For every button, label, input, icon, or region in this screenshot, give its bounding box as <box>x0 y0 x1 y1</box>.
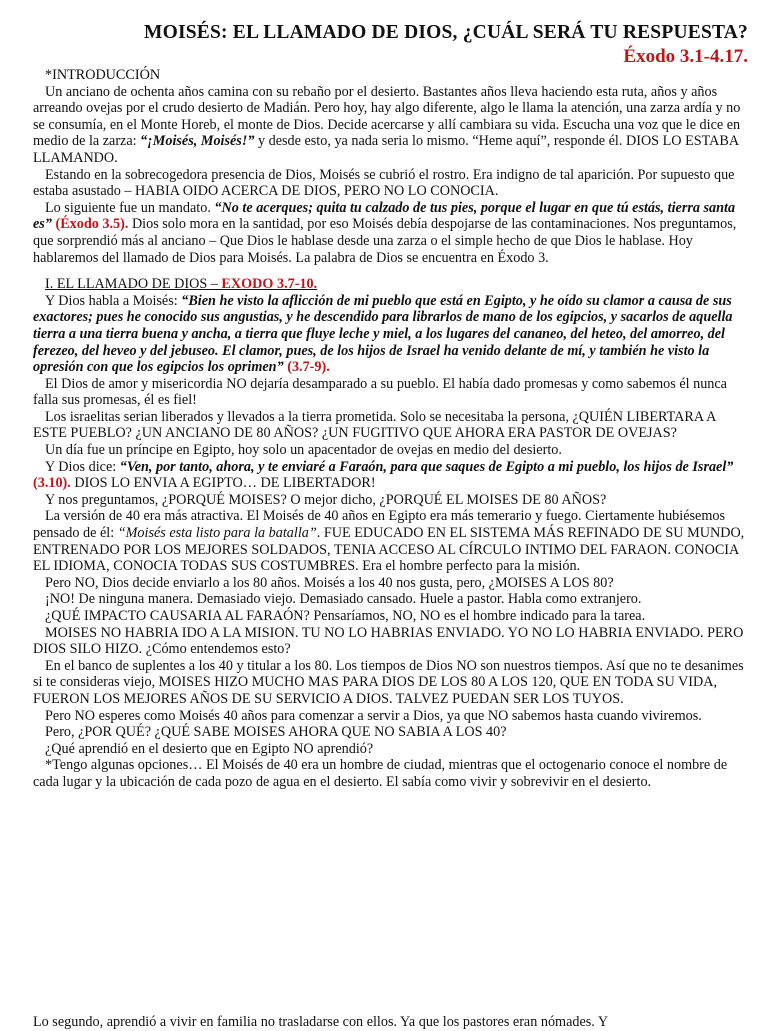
quote-run: “Bien he visto la aflicción de mi pueblo que está en Egipto, y he oído su clamor a causa de sus exactores; pues he conocido sus angustias, y he descendido para librarlos de mano de los egipcios, y sacarlos de aquella tierra a una tierra buena y ancha, a tierra que fluye leche y miel, a los lugares del cananeo, del heteo, del amorreo, del ferezeo, del heveo y del jebuseo. El clamor, pues, de los hijos de Israel ha venido delante de mí, y también he visto la opresión con que los egipcios los oprimen” <box>33 292 733 376</box>
section-1-paragraph-6: Y nos preguntamos, ¿PORQUÉ MOISES? O mejor dicho, ¿PORQUÉ EL MOISES DE 80 AÑOS? <box>45 491 607 508</box>
section-heading-text: I. EL LLAMADO DE DIOS – <box>45 276 222 293</box>
section-1-paragraph-16: *Tengo algunas opciones… El Moisés de 40 era un hombre de ciudad, mientras que el octogenario conoce el nombre de cada lugar y la ubicación de cada pozo de agua en el desierto. El sabía como vivir y sobrevivir en el desierto. <box>33 757 728 790</box>
section-1-paragraph-3: Los israelitas serian liberados y llevados a la tierra prometida. Solo se necesitaba la persona, ¿QUIÉN LIBERTARA A ESTE PUEBLO? ¿UN ANCIANO DE 80 AÑOS? ¿UN FUGITIVO QUE AHORA ERA PASTOR DE OVEJAS? <box>33 408 716 442</box>
section-1-paragraph-15: ¿Qué aprendió en el desierto que en Egipto NO aprendió? <box>45 740 374 757</box>
section-1-heading <box>33 276 745 293</box>
intro-heading <box>33 67 745 84</box>
text-run: Un anciano de ochenta años camina con su rebaño por el desierto. Bastantes años lleva haciendo esta ruta, años y años arreando ovejas por el crudo desierto de Madián. Pero hoy, hay algo diferente, algo le llama la atención, una zarza ardía y no se consumía, en el Monte Horeb, el monte de Dios. Decide acercarse y allí cambiara su vida. Escucha una voz que le dice en medio de la zarza: <box>33 83 741 150</box>
text-run: Y Dios dice: <box>45 458 120 475</box>
section-1-paragraph-10: ¿QUÉ IMPACTO CAUSARIA AL FARAÓN? Pensaríamos, NO, NO es el hombre indicado para la tarea. <box>45 608 646 624</box>
text-run: Dios solo mora en la santidad, por eso Moisés debía despojarse de las contaminaciones. Nos preguntamos, que sorprendió más al anciano – Que Dios le hablase desde una zarza o el simple hecho de que Dios le hablase. Hoy hablaremos del llamado de Dios para Moisés. La palabra de Dios se encuentra en Éxodo 3. <box>33 216 737 266</box>
section-1-paragraph-14: Pero, ¿POR QUÉ? ¿QUÉ SABE MOISES AHORA QUE NO SABIA A LOS 40? <box>45 724 507 741</box>
reference-run: (3.10). <box>33 475 71 492</box>
intro-paragraph-3 <box>33 200 745 266</box>
section-1-paragraph-2: El Dios de amor y misericordia NO dejaría desamparado a su pueblo. El había dado promesas y como sabemos él nunca falla sus promesas, él es fiel! <box>33 375 727 409</box>
text-run: Lo siguiente fue un mandato. <box>45 199 215 216</box>
document-body <box>33 67 745 791</box>
quote-run: “Moisés esta listo para la batalla” <box>117 525 317 542</box>
reference-run: (3.7-9). <box>283 359 330 376</box>
quote-run: “¡Moisés, Moisés!” <box>140 133 255 150</box>
intro-paragraph-1 <box>33 84 745 167</box>
quote-run: “No te acerques; quita tu calzado de tus pies, porque el lugar en que tú estás, tierra santa es” <box>33 199 736 233</box>
text-run: y desde esto, ya nada seria lo mismo. “Heme aquí”, responde él. DIOS LO ESTABA LLAMANDO. <box>33 133 739 166</box>
reference-run: (Éxodo 3.5). <box>51 216 129 233</box>
section-1-paragraph-9: ¡NO! De ninguna manera. Demasiado viejo. Demasiado cansado. Huele a pastor. Habla como extranjero. <box>45 591 642 608</box>
text-run: . FUE EDUCADO EN EL SISTEMA MÁS REFINADO DE SU MUNDO, ENTRENADO POR LOS MEJORES SOLDADOS, TENIA ACCESO AL CÍRCULO INTIMO DEL FARAON. CONOCIA EL IDIOMA, CONOCIA TODAS SUS COSTUMBRES. Era el hombre perfecto para la misión. <box>33 525 745 575</box>
intro-heading-text: *INTRODUCCIÓN <box>45 67 161 83</box>
quote-run: “Ven, por tanto, ahora, y te enviaré a Faraón, para que saques de Egipto a mi pueblo, los hijos de Israel” <box>119 458 734 475</box>
scripture-reference: Éxodo 3.1-4.17. <box>623 46 748 67</box>
section-1-paragraph-4: Un día fue un príncipe en Egipto, hoy solo un apacentador de ovejas en medio del desierto. <box>45 442 562 459</box>
text-run: La versión de 40 era más atractiva. El Moisés de 40 años en Egipto era más temerario y fuego. Ciertamente hubiésemos pensado de él: <box>33 508 725 542</box>
section-1-paragraph-5 <box>33 459 745 492</box>
intro-paragraph-2: Estando en la sobrecogedora presencia de Dios, Moisés se cubrió el rostro. Era indigno de tal aparición. Por supuesto que estaba asustado – HABIA OIDO ACERCA DE DIOS, PERO NO LO CONOCIA. <box>33 166 735 200</box>
section-1-paragraph-8: Pero NO, Dios decide enviarlo a los 80 años. Moisés a los 40 nos gusta, pero, ¿MOISES A LOS 80? <box>45 574 614 591</box>
page-title: MOISÉS: EL LLAMADO DE DIOS, ¿CUÁL SERÁ TU RESPUESTA? <box>143 22 748 43</box>
section-1-paragraph-1 <box>33 293 745 376</box>
section-1-paragraph-7 <box>33 508 745 574</box>
text-run: Y Dios habla a Moisés: <box>45 292 182 309</box>
text-run: DIOS LO ENVIA A EGIPTO… DE LIBERTADOR! <box>70 475 376 492</box>
section-1-paragraph-12: En el banco de suplentes a los 40 y titular a los 80. Los tiempos de Dios NO son nuestros tiempos. Así que no te desanimes si te consideras viejo, MOISES HIZO MUCHO MAS PARA DIOS DE LOS 80 A LOS 120, QUE EN TODA SU VIDA, FUERON LOS MEJORES AÑOS DE SU SERVICIO A DIOS. TALVEZ PUEDAN SER LOS TUYOS. <box>33 657 744 707</box>
section-1-paragraph-13: Pero NO esperes como Moisés 40 años para comenzar a servir a Dios, ya que NO sabemos hasta cuando viviremos. <box>45 707 702 724</box>
section-1-paragraph-11: MOISES NO HABRIA IDO A LA MISION. TU NO LO HABRIAS ENVIADO. YO NO LO HABRIA ENVIADO. PERO DIOS SILO HIZO. ¿Cómo entendemos esto? <box>33 624 744 658</box>
section-heading-reference: EXODO 3.7-10. <box>221 276 318 293</box>
next-page-cut-line: Lo segundo, aprendió a vivir en familia no trasladarse con ellos. Ya que los pastores eran nómades. Y <box>33 1014 609 1030</box>
